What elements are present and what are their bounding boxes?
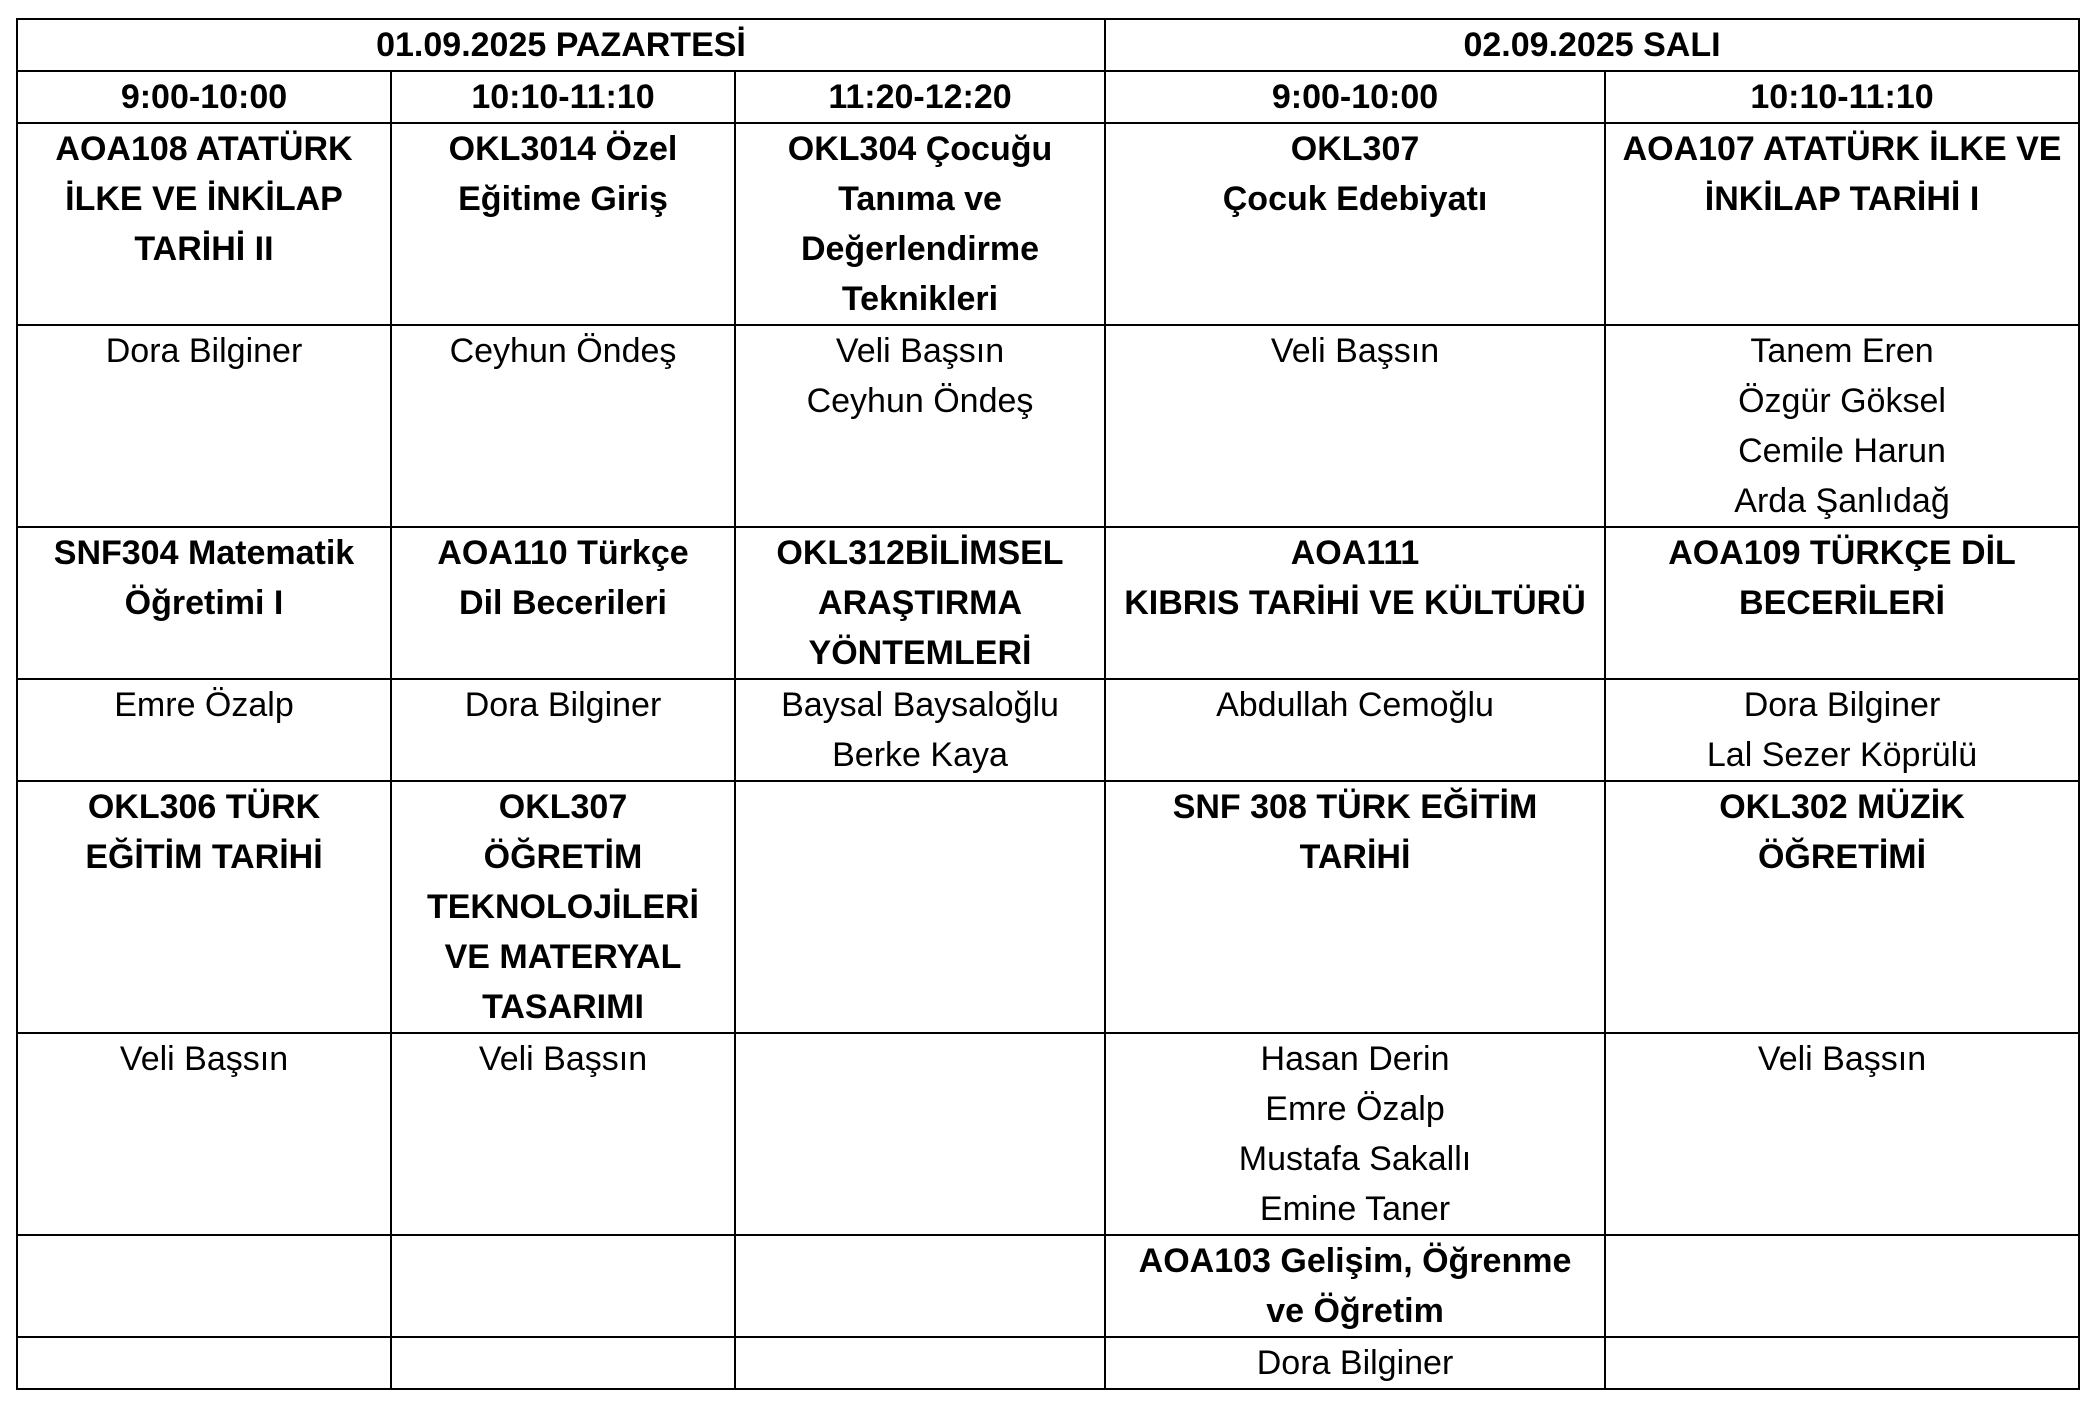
- instructor-name: Veli Başsın: [478, 1040, 648, 1078]
- instructor-row: [17, 325, 2079, 527]
- course-cell: [1605, 527, 2079, 679]
- instructor-name: Ceyhun Öndeş: [449, 332, 677, 370]
- instructor-cell: [735, 679, 1105, 781]
- course-title-line: ve Öğretim: [1266, 1292, 1444, 1330]
- course-cell: [391, 527, 735, 679]
- course-title-line: BECERİLERİ: [1739, 584, 1945, 622]
- instructor-name: Veli Başsın: [119, 1040, 289, 1078]
- course-title-line: KIBRIS TARİHİ VE KÜLTÜRÜ: [1124, 584, 1586, 622]
- instructor-cell: [1605, 1033, 2079, 1235]
- course-title-line: TARİHİ II: [134, 230, 274, 268]
- course-title-line: TARİHİ: [1299, 838, 1411, 876]
- course-cell: [17, 123, 391, 325]
- instructor-cell: [1105, 1337, 1605, 1389]
- instructor-cell: [391, 1337, 735, 1389]
- course-cell: [17, 1235, 391, 1337]
- instructor-name: Arda Şanlıdağ: [1734, 482, 1950, 520]
- exam-schedule-table: [16, 18, 2080, 1390]
- course-title-line: SNF 308 TÜRK EĞİTİM: [1172, 788, 1538, 826]
- course-row: [17, 1235, 2079, 1337]
- course-title-line: OKL302 MÜZİK: [1719, 788, 1965, 826]
- instructor-name: Dora Bilginer: [464, 686, 662, 724]
- time-slot-header: 10:10-11:10: [1605, 71, 2079, 123]
- instructor-cell: [735, 325, 1105, 527]
- instructor-name: Hasan Derin: [1260, 1040, 1450, 1078]
- course-title-line: YÖNTEMLERİ: [808, 634, 1032, 672]
- instructor-name: Emre Özalp: [114, 686, 294, 724]
- instructor-name: Lal Sezer Köprülü: [1706, 736, 1978, 774]
- course-cell: [1105, 1235, 1605, 1337]
- instructor-cell: [1105, 679, 1605, 781]
- instructor-cell: [1105, 325, 1605, 527]
- course-cell: [1105, 123, 1605, 325]
- instructor-cell: [17, 679, 391, 781]
- course-title-line: ÖĞRETİMİ: [1757, 838, 1927, 876]
- course-title-line: OKL304 Çocuğu: [787, 130, 1053, 168]
- course-cell: [735, 527, 1105, 679]
- course-cell: [735, 1235, 1105, 1337]
- course-cell: [17, 527, 391, 679]
- instructor-name: Tanem Eren: [1750, 332, 1934, 370]
- instructor-cell: [391, 325, 735, 527]
- instructor-cell: [1605, 1337, 2079, 1389]
- course-title-line: OKL3014 Özel: [448, 130, 678, 168]
- course-title-line: VE MATERYAL: [444, 938, 682, 976]
- instructor-cell: [17, 325, 391, 527]
- course-cell: [735, 123, 1105, 325]
- instructor-name: Berke Kaya: [832, 736, 1008, 774]
- course-title-line: ARAŞTIRMA: [818, 584, 1022, 622]
- course-title-line: TEKNOLOJİLERİ: [426, 888, 700, 926]
- instructor-row: [17, 1033, 2079, 1235]
- course-cell: [391, 123, 735, 325]
- time-header-row: [17, 71, 2079, 123]
- course-title-line: SNF304 Matematik: [53, 534, 355, 572]
- course-title-line: OKL312BİLİMSEL: [776, 534, 1064, 572]
- course-title-line: AOA111: [1290, 534, 1420, 572]
- instructor-name: Emine Taner: [1259, 1190, 1451, 1228]
- course-title-line: TASARIMI: [482, 988, 644, 1026]
- course-row: [17, 781, 2079, 1033]
- course-title-line: Dil Becerileri: [459, 584, 667, 622]
- instructor-name: Dora Bilginer: [1256, 1344, 1454, 1382]
- course-title-line: ÖĞRETİM: [483, 838, 643, 876]
- course-title-line: Öğretimi I: [124, 584, 284, 622]
- day-monday-header: 01.09.2025 PAZARTESİ: [17, 19, 1105, 71]
- course-title-line: AOA107 ATATÜRK İLKE VE: [1622, 130, 2062, 168]
- course-title-line: AOA103 Gelişim, Öğrenme: [1138, 1242, 1572, 1280]
- course-title-line: Tanıma ve: [838, 180, 1002, 218]
- instructor-row: [17, 1337, 2079, 1389]
- instructor-cell: [391, 679, 735, 781]
- course-cell: [391, 1235, 735, 1337]
- instructor-name: Emre Özalp: [1265, 1090, 1445, 1128]
- course-cell: [1105, 781, 1605, 1033]
- instructor-cell: [391, 1033, 735, 1235]
- instructor-name: Veli Başsın: [1757, 1040, 1927, 1078]
- course-cell: [735, 781, 1105, 1033]
- course-title-line: OKL307: [498, 788, 628, 826]
- instructor-cell: [17, 1033, 391, 1235]
- course-title-line: OKL307: [1290, 130, 1420, 168]
- time-slot-header: 11:20-12:20: [735, 71, 1105, 123]
- course-cell: [17, 781, 391, 1033]
- course-title-line: Değerlendirme: [800, 230, 1040, 268]
- course-title-line: Teknikleri: [841, 280, 999, 318]
- time-slot-header: 9:00-10:00: [1105, 71, 1605, 123]
- instructor-cell: [1105, 1033, 1605, 1235]
- course-title-line: Eğitime Giriş: [458, 180, 668, 218]
- course-title-line: İNKİLAP TARİHİ I: [1704, 180, 1980, 218]
- course-title-line: OKL306 TÜRK: [87, 788, 321, 826]
- instructor-cell: [1605, 325, 2079, 527]
- course-cell: [1605, 1235, 2079, 1337]
- instructor-name: Özgür Göksel: [1738, 382, 1946, 420]
- course-title-line: AOA110 Türkçe: [437, 534, 689, 572]
- instructor-name: Cemile Harun: [1738, 432, 1946, 470]
- instructor-cell: [735, 1033, 1105, 1235]
- instructor-name: Dora Bilginer: [1743, 686, 1941, 724]
- time-slot-header: 9:00-10:00: [17, 71, 391, 123]
- course-row: [17, 527, 2079, 679]
- course-row: [17, 123, 2079, 325]
- instructor-cell: [17, 1337, 391, 1389]
- course-cell: [1605, 781, 2079, 1033]
- course-title-line: AOA109 TÜRKÇE DİL: [1668, 534, 2016, 572]
- course-cell: [1605, 123, 2079, 325]
- course-title-line: Çocuk Edebiyatı: [1222, 180, 1488, 218]
- instructor-row: [17, 679, 2079, 781]
- instructor-name: Veli Başsın: [1270, 332, 1440, 370]
- instructor-cell: [1605, 679, 2079, 781]
- instructor-name: Mustafa Sakallı: [1238, 1140, 1472, 1178]
- time-slot-header: 10:10-11:10: [391, 71, 735, 123]
- course-cell: [391, 781, 735, 1033]
- instructor-name: Abdullah Cemoğlu: [1216, 686, 1494, 724]
- course-title-line: AOA108 ATATÜRK: [55, 130, 353, 168]
- day-header-row: [17, 19, 2079, 71]
- day-tuesday-header: 02.09.2025 SALI: [1105, 19, 2079, 71]
- instructor-name: Dora Bilginer: [105, 332, 303, 370]
- instructor-name: Baysal Baysaloğlu: [781, 686, 1059, 724]
- course-title-line: EĞİTİM TARİHİ: [85, 838, 323, 876]
- instructor-name: Ceyhun Öndeş: [806, 382, 1034, 420]
- course-title-line: İLKE VE İNKİLAP: [65, 180, 343, 218]
- course-cell: [1105, 527, 1605, 679]
- instructor-cell: [735, 1337, 1105, 1389]
- instructor-name: Veli Başsın: [835, 332, 1005, 370]
